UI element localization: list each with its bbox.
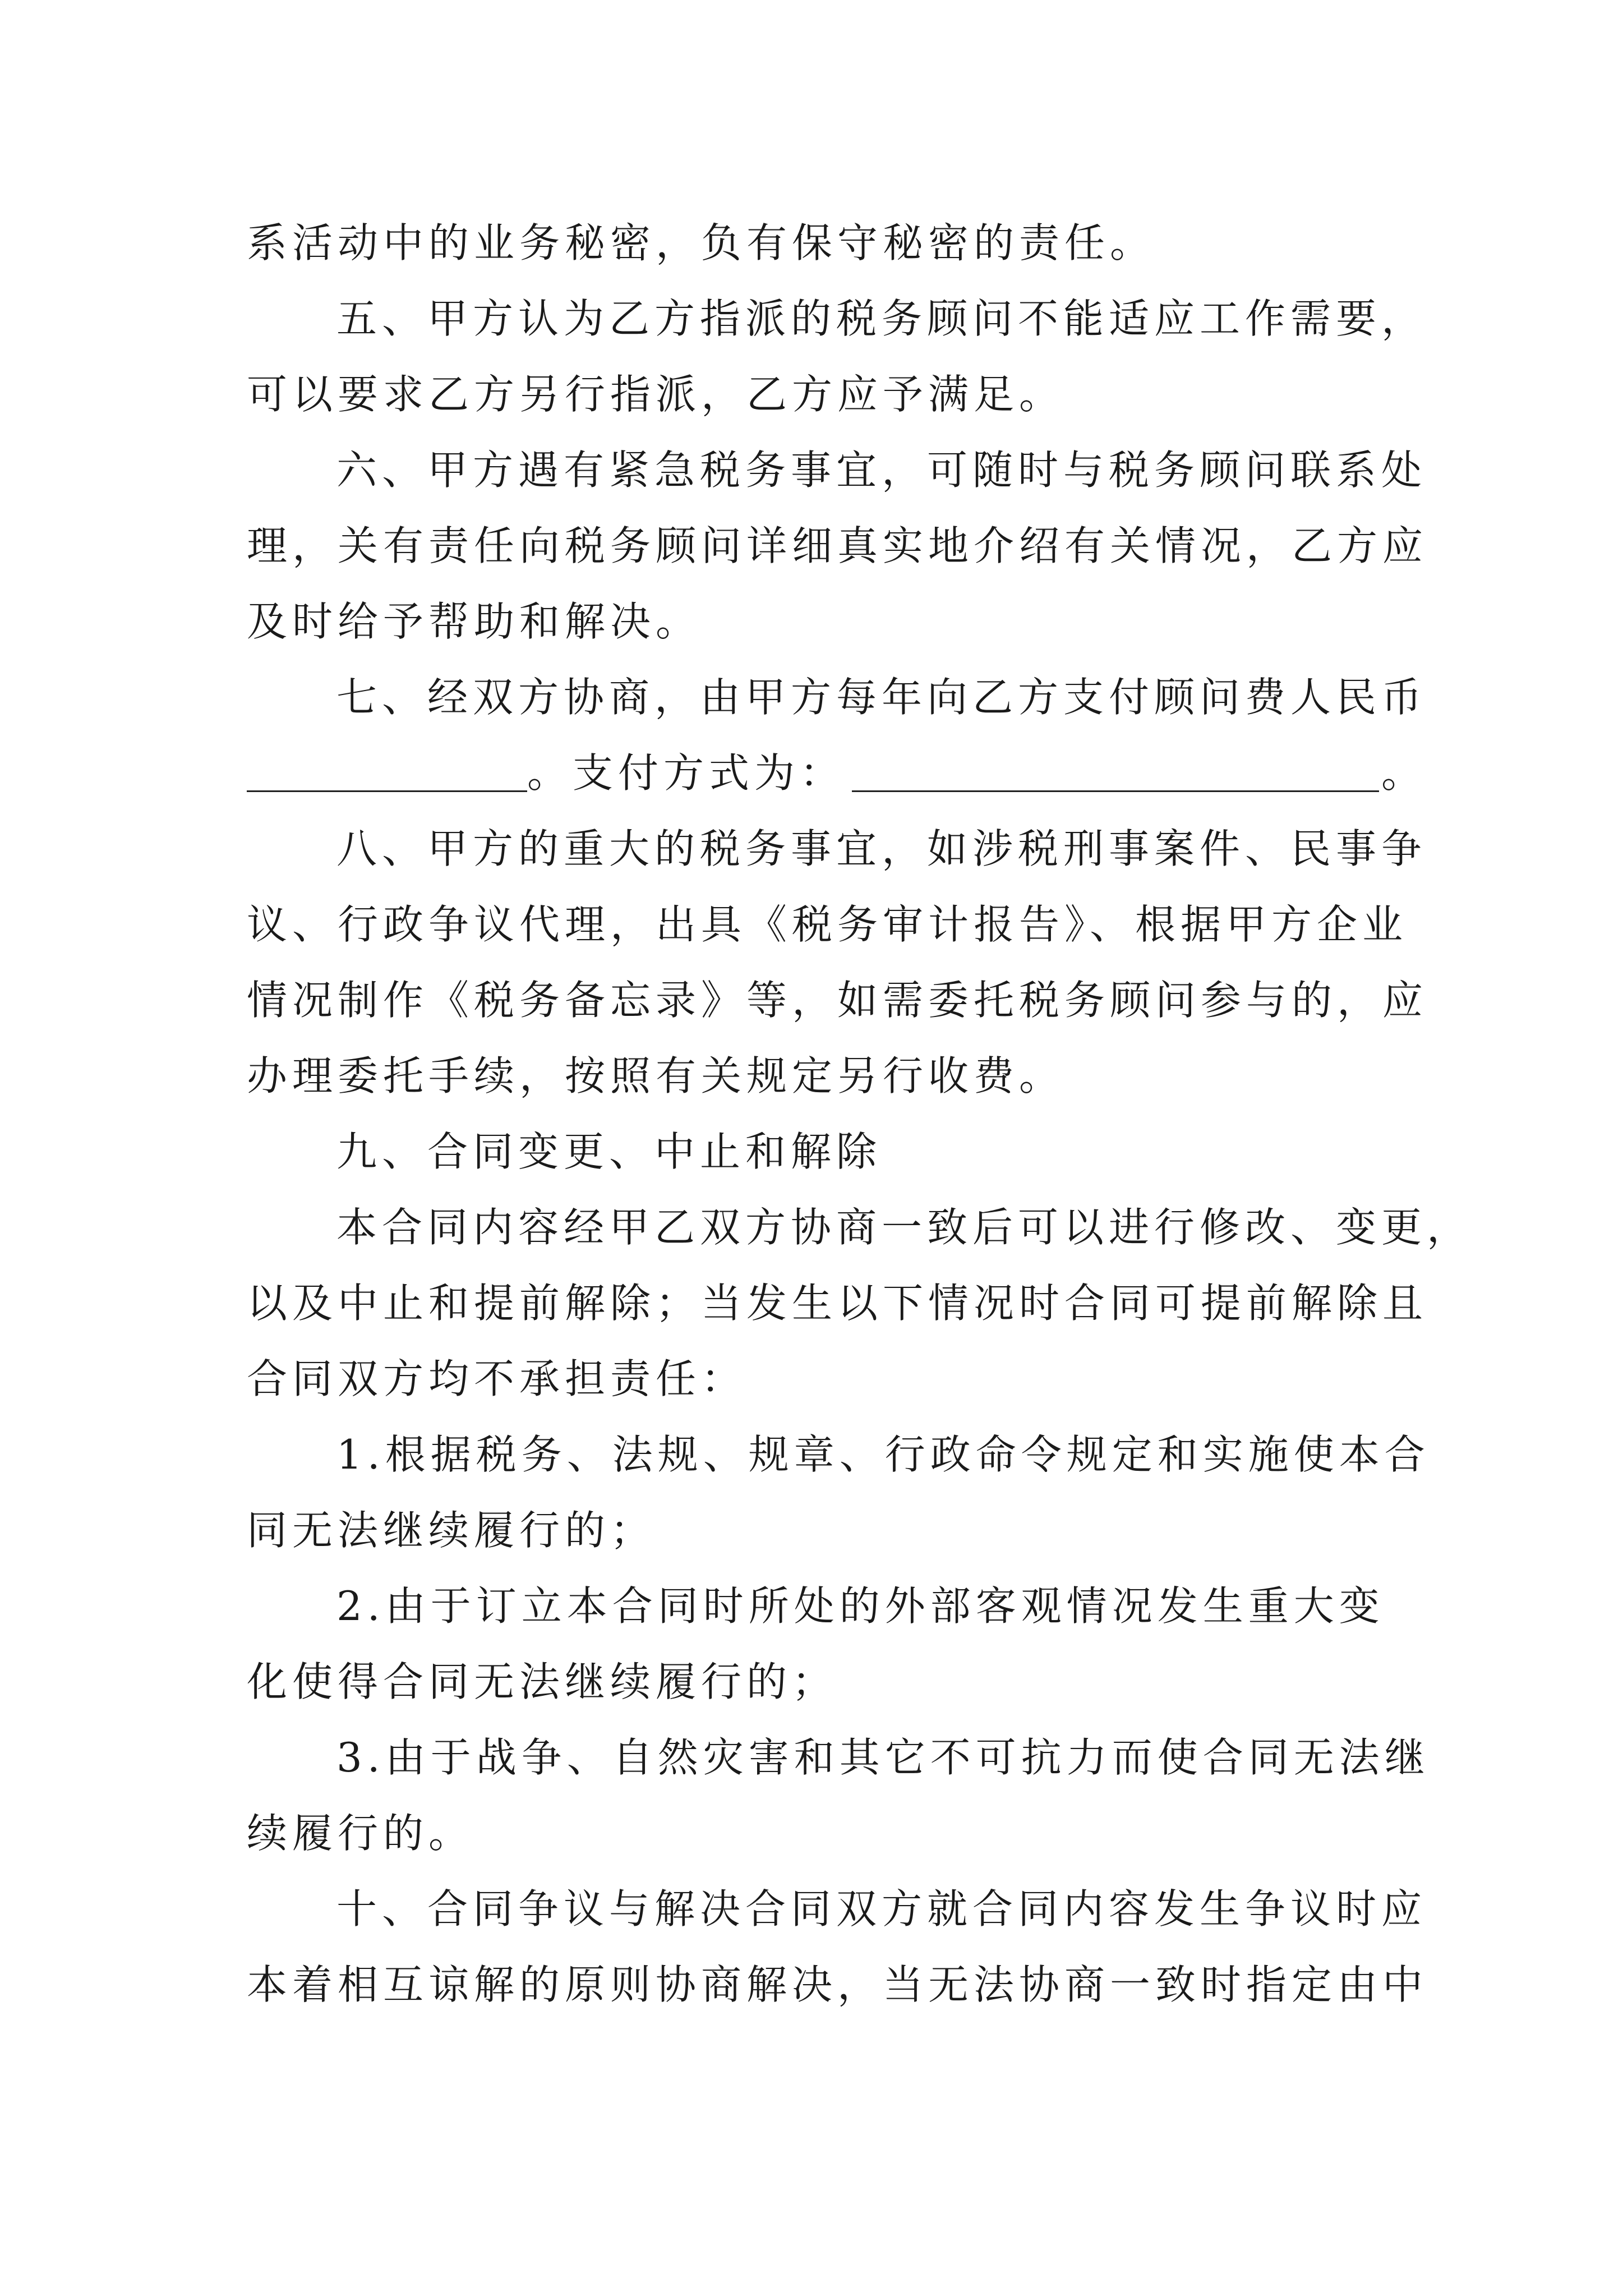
text-line: 以及中止和提前解除；当发生以下情况时合同可提前解除且 xyxy=(247,1280,1428,1327)
list-item-line: 3.由于战争、自然灾害和其它不可抗力而使合同无法继 xyxy=(336,1734,1430,1781)
fee-amount-blank xyxy=(247,751,527,792)
text-line: 理，关有责任向税务顾问详细真实地介绍有关情况，乙方应 xyxy=(247,522,1428,569)
text-line: 七、经双方协商，由甲方每年向乙方支付顾问费人民币 xyxy=(336,674,1427,721)
text-line: 化使得合同无法继续履行的； xyxy=(247,1658,838,1705)
section-heading: 九、合同变更、中止和解除 xyxy=(336,1128,882,1175)
text-line: 情况制作《税务备忘录》等，如需委托税务顾问参与的，应 xyxy=(247,977,1428,1024)
text-line: 及时给予帮助和解决。 xyxy=(247,598,702,645)
text-line: 十、合同争议与解决合同双方就合同内容发生争议时应 xyxy=(336,1885,1427,1932)
fee-line xyxy=(247,746,1427,800)
text-line: 办理委托手续，按照有关规定另行收费。 xyxy=(247,1052,1065,1099)
text-line: 合同双方均不承担责任： xyxy=(247,1355,747,1402)
text-line: 本着相互谅解的原则协商解决，当无法协商一致时指定由中 xyxy=(247,1961,1428,2008)
fee-line-middle: 。支付方式为： xyxy=(527,749,846,797)
text-line: 八、甲方的重大的税务事宜，如涉税刑事案件、民事争 xyxy=(336,825,1427,872)
text-line: 系活动中的业务秘密，负有保守秘密的责任。 xyxy=(247,219,1156,266)
list-item-line: 2.由于订立本合同时所处的外部客观情况发生重大变 xyxy=(336,1582,1385,1630)
payment-method-blank xyxy=(852,751,1379,792)
list-item-line: 1.根据税务、法规、规章、行政命令规定和实施使本合 xyxy=(336,1431,1430,1478)
text-line: 可以要求乙方另行指派，乙方应予满足。 xyxy=(247,371,1065,418)
text-line: 同无法继续履行的； xyxy=(247,1507,656,1554)
text-line: 续履行的。 xyxy=(247,1810,474,1857)
fee-line-end: 。 xyxy=(1381,749,1427,797)
text-line: 议、行政争议代理，出具《税务审计报告》、根据甲方企业 xyxy=(247,901,1408,948)
text-line: 五、甲方认为乙方指派的税务顾问不能适应工作需要， xyxy=(336,295,1427,342)
text-line: 本合同内容经甲乙双方协商一致后可以进行修改、变更， xyxy=(336,1204,1473,1251)
text-line: 六、甲方遇有紧急税务事宜，可随时与税务顾问联系处 xyxy=(336,447,1427,494)
